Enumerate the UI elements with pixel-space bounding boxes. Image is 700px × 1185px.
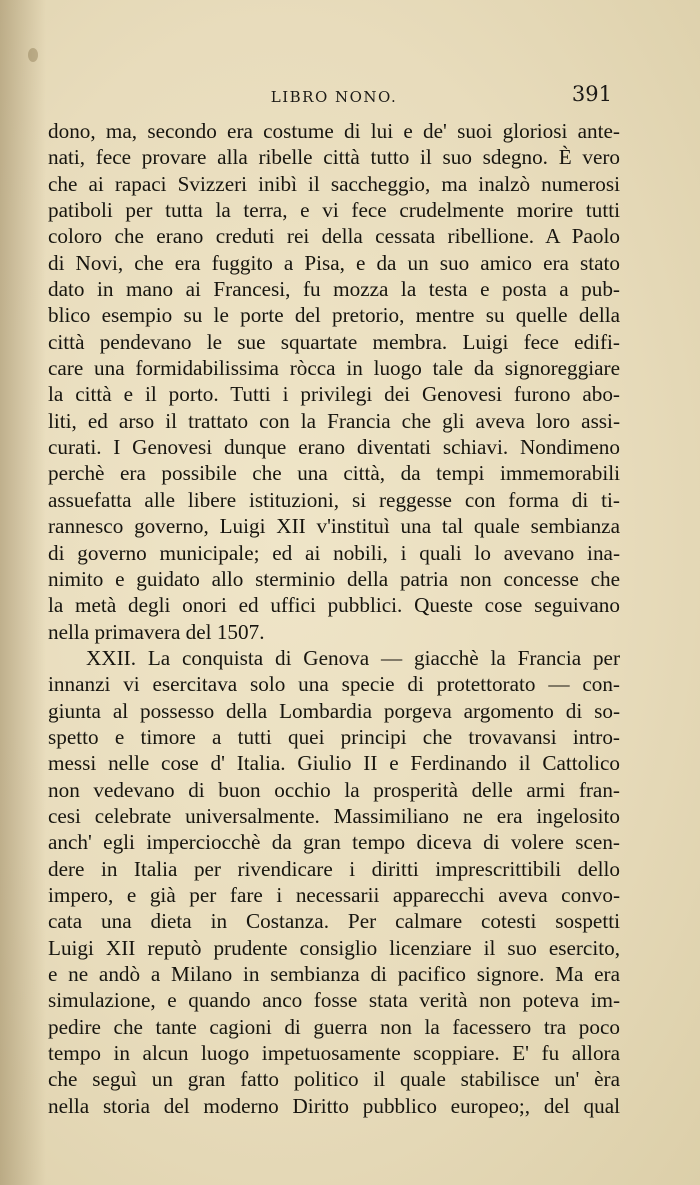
text-line: nella storia del moderno Diritto pubblico europeo;, del qual	[48, 1093, 620, 1118]
page-number: 391	[571, 82, 612, 106]
text-line: città pendevano le sue squartate membra. Luigi fece edifi-	[48, 329, 620, 354]
text-line: di Novi, che era fuggito a Pisa, e da un suo amico era stato	[48, 250, 620, 275]
text-line: la metà degli onori ed uffici pubblici. Queste cose seguivano	[48, 593, 620, 618]
text-line: curati. I Genovesi dunque erano diventati schiavi. Nondimeno	[48, 435, 620, 460]
page-header	[48, 82, 620, 112]
text-line: perchè era possibile che una città, da tempi immemorabili	[48, 461, 620, 486]
body-text	[48, 118, 620, 1119]
text-line: pedire che tante cagioni di guerra non la facessero tra poco	[48, 1014, 620, 1039]
text-line: patiboli per tutta la terra, e vi fece crudelmente morire tutti	[48, 198, 620, 223]
text-line: nella primavera del 1507.	[48, 619, 265, 644]
text-line: la città e il porto. Tutti i privilegi dei Genovesi furono abo-	[48, 382, 620, 407]
text-line: liti, ed arso il trattato con la Francia che gli aveva loro assi-	[48, 408, 620, 433]
text-line: dere in Italia per rivendicare i diritti imprescrittibili dello	[48, 856, 620, 881]
text-line: assuefatta alle libere istituzioni, si reggesse con forma di ti-	[48, 487, 620, 512]
text-line: cata una dieta in Costanza. Per calmare cotesti sospetti	[48, 909, 620, 934]
text-line: che ai rapaci Svizzeri inibì il saccheggio, ma inalzò numerosi	[48, 171, 620, 196]
text-line: dono, ma, secondo era costume di lui e de' suoi gloriosi ante-	[48, 119, 620, 143]
text-line: tempo in alcun luogo impetuosamente scoppiare. E' fu allora	[48, 1041, 620, 1066]
text-line: nati, fece provare alla ribelle città tutto il suo sdegno. È vero	[48, 145, 620, 170]
text-line: cesi celebrate universalmente. Massimiliano ne era ingelosito	[48, 803, 620, 828]
text-line: di governo municipale; ed ai nobili, i quali lo avevano ina-	[48, 540, 620, 565]
text-line: Luigi XII reputò prudente consiglio licenziare il suo esercito,	[48, 935, 620, 960]
binding-shadow	[0, 0, 46, 1185]
text-line: messi nelle cose d' Italia. Giulio II e Ferdinando il Cattolico	[48, 751, 620, 776]
text-line: anch' egli imperciocchè da gran tempo diceva di volere scen-	[48, 830, 620, 855]
text-line: innanzi vi esercitava solo una specie di protettorato — con-	[48, 672, 620, 697]
text-line: non vedevano di buon occhio la prosperità delle armi fran-	[48, 777, 620, 802]
text-line: e ne andò a Milano in sembianza di pacifico signore. Ma era	[48, 962, 620, 986]
text-line: rannesco governo, Luigi XII v'instituì una tal quale sembianza	[48, 514, 620, 539]
text-line: spetto e timore a tutti quei principi che trovavansi intro-	[48, 724, 620, 749]
text-line: impero, e già per fare i necessarii apparecchi aveva convo-	[48, 882, 620, 907]
text-line: giunta al possesso della Lombardia porgeva argomento di so-	[48, 698, 620, 723]
text-line: simulazione, e quando anco fosse stata verità non poteva im-	[48, 988, 620, 1013]
running-head: LIBRO NONO.	[270, 88, 398, 106]
text-line: coloro che erano creduti rei della cessata ribellione. A Paolo	[48, 224, 620, 249]
paragraph	[48, 118, 620, 645]
paragraph	[48, 645, 620, 1119]
text-line: dato in mano ai Francesi, fu mozza la testa e posta a pub-	[48, 277, 620, 302]
text-line: che seguì un gran fatto politico il quale stabilisce un' èra	[48, 1067, 620, 1092]
text-line: care una formidabilissima ròcca in luogo tale da signoreggiare	[48, 356, 620, 381]
text-line: XXII. La conquista di Genova — giacchè la Francia per	[86, 645, 620, 670]
paper-stain	[28, 48, 38, 62]
text-line: nimito e guidato allo sterminio della patria non concesse che	[48, 566, 620, 591]
text-line: blico esempio su le porte del pretorio, mentre su quelle della	[48, 303, 620, 328]
